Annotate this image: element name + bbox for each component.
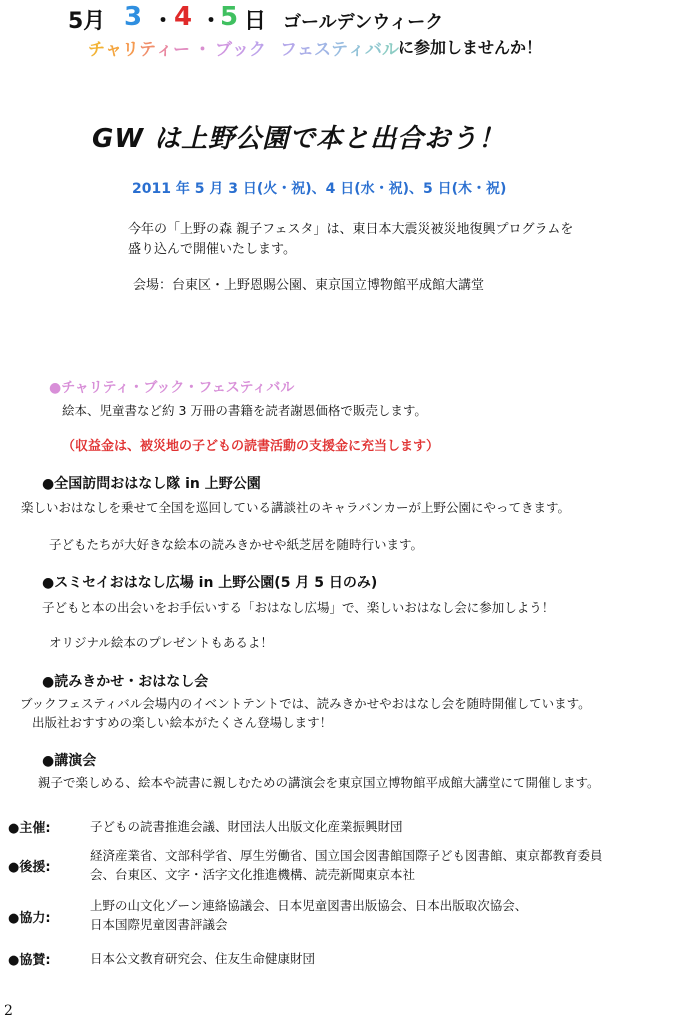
organizer-value: 経済産業省、文部科学省、厚生労働省、国立国会図書館国際子ども図書館、東京都教育委員 — [90, 848, 603, 863]
header-golden-week: ゴールデンウィーク — [283, 12, 444, 33]
charity-title-char: ク — [249, 40, 266, 60]
charity-title-char: ー — [173, 40, 190, 60]
header-join-text: に参加しませんか！ — [398, 38, 543, 57]
page-title: GW は上野公園で本と出合おう！ — [92, 124, 506, 154]
organizer-value: 会、台東区、文字・活字文化推進機構、読売新聞東京本社 — [90, 867, 416, 882]
organizer-value: 日本公文教育研究会、住友生命健康財団 — [90, 951, 316, 966]
organizer-label: ●後援: — [8, 860, 51, 875]
charity-title-char: リ — [122, 40, 139, 60]
section-heading-text: スミセイおはなし広場 in 上野公園(5 月 5 日のみ) — [54, 575, 378, 591]
header-dot: ・ — [152, 9, 175, 34]
charity-title-char: ィ — [156, 40, 173, 60]
charity-title-char: ル — [382, 40, 399, 60]
event-date: 2011 年 5 月 3 日(火・祝)、4 日(水・祝)、5 日(木・祝) — [132, 181, 507, 197]
section-text: ブックフェスティバル会場内のイベントテントでは、読みきかせやおはなし会を随時開催しています。 — [20, 696, 591, 711]
intro-line: 今年の「上野の森 親子フェスタ」は、東日本大震災被災地復興プログラムを — [128, 222, 574, 237]
organizer-label: ●協力: — [8, 911, 51, 926]
charity-title-char: テ — [139, 40, 156, 60]
section-text: 子どもと本の出会いをお手伝いする「おはなし広場」で、楽しいおはなし会に参加しよう！ — [42, 600, 555, 615]
section-text: 出版社おすすめの楽しい絵本がたくさん登場します！ — [32, 715, 333, 730]
organizer-value: 子どもの読書推進会議、財団法人出版文化産業振興財団 — [90, 819, 403, 834]
charity-title-char: チ — [88, 40, 105, 60]
header-day-5: 5 — [220, 2, 239, 32]
header-day-4: 4 — [174, 2, 193, 32]
bullet-icon: ● — [42, 674, 55, 690]
bullet-icon: ● — [49, 380, 62, 396]
section-heading-text: 全国訪問おはなし隊 in 上野公園 — [54, 476, 261, 492]
header-day-3: 3 — [124, 2, 143, 32]
organizer-label: ●主催: — [8, 821, 51, 836]
section-heading-charity — [49, 377, 294, 397]
section-heading-text: チャリティ・ブック・フェスティバル — [61, 380, 295, 396]
venue-text: 会場：台東区・上野恩賜公園、東京国立博物館平成館大講堂 — [133, 278, 485, 293]
charity-title-char: ブ — [215, 40, 232, 60]
organizer-label: ●協賛: — [8, 953, 51, 968]
charity-title-char: ・ — [194, 40, 211, 60]
bullet-icon: ● — [42, 476, 55, 492]
header-dot: ・ — [200, 9, 223, 34]
bullet-icon: ● — [42, 575, 55, 591]
section-heading-text: 講演会 — [54, 753, 97, 769]
section-heading-sumisei — [42, 572, 377, 592]
intro-line: 盛り込んで開催いたします。 — [128, 242, 296, 257]
charity-title-char: ス — [314, 40, 331, 60]
charity-title-char: ィ — [348, 40, 365, 60]
page-number: 2 — [4, 1003, 13, 1019]
charity-title-char: テ — [331, 40, 348, 60]
bullet-icon: ● — [42, 753, 55, 769]
section-text: 子どもたちが大好きな絵本の読みきかせや紙芝居を随時行います。 — [49, 537, 424, 552]
charity-title-char: ェ — [297, 40, 314, 60]
charity-note: （収益金は、被災地の子どもの読書活動の支援金に充当します） — [62, 439, 440, 454]
header-day-suffix: 日 — [244, 9, 267, 34]
section-text: 親子で楽しめる、絵本や読書に親しむための講演会を東京国立博物館平成館大講堂にて開催します。 — [38, 775, 600, 790]
organizer-value: 上野の山文化ゾーン連絡協議会、日本児童図書出版協会、日本出版取次協会、 — [90, 898, 528, 913]
section-text: 楽しいおはなしを乗せて全国を巡回している講談社のキャラバンカーが上野公園にやってきます。 — [21, 500, 571, 515]
charity-title-char: ャ — [105, 40, 122, 60]
header-month: 5月 — [68, 9, 106, 34]
organizer-value: 日本国際児童図書評議会 — [90, 917, 228, 932]
charity-title-char: ッ — [232, 40, 249, 60]
section-text: オリジナル絵本のプレゼントもあるよ！ — [49, 635, 273, 650]
charity-title-char: フ — [280, 40, 297, 60]
section-heading-ohanashi — [42, 473, 261, 493]
section-heading-text: 読みきかせ・おはなし会 — [54, 674, 209, 690]
charity-title-char: バ — [365, 40, 382, 60]
section-heading-yomikikase — [42, 671, 208, 691]
section-heading-kouen — [42, 750, 96, 770]
header-charity-title — [88, 35, 399, 60]
section-text: 絵本、児童書など約 3 万冊の書籍を読者謝恩価格で販売します。 — [62, 403, 427, 418]
